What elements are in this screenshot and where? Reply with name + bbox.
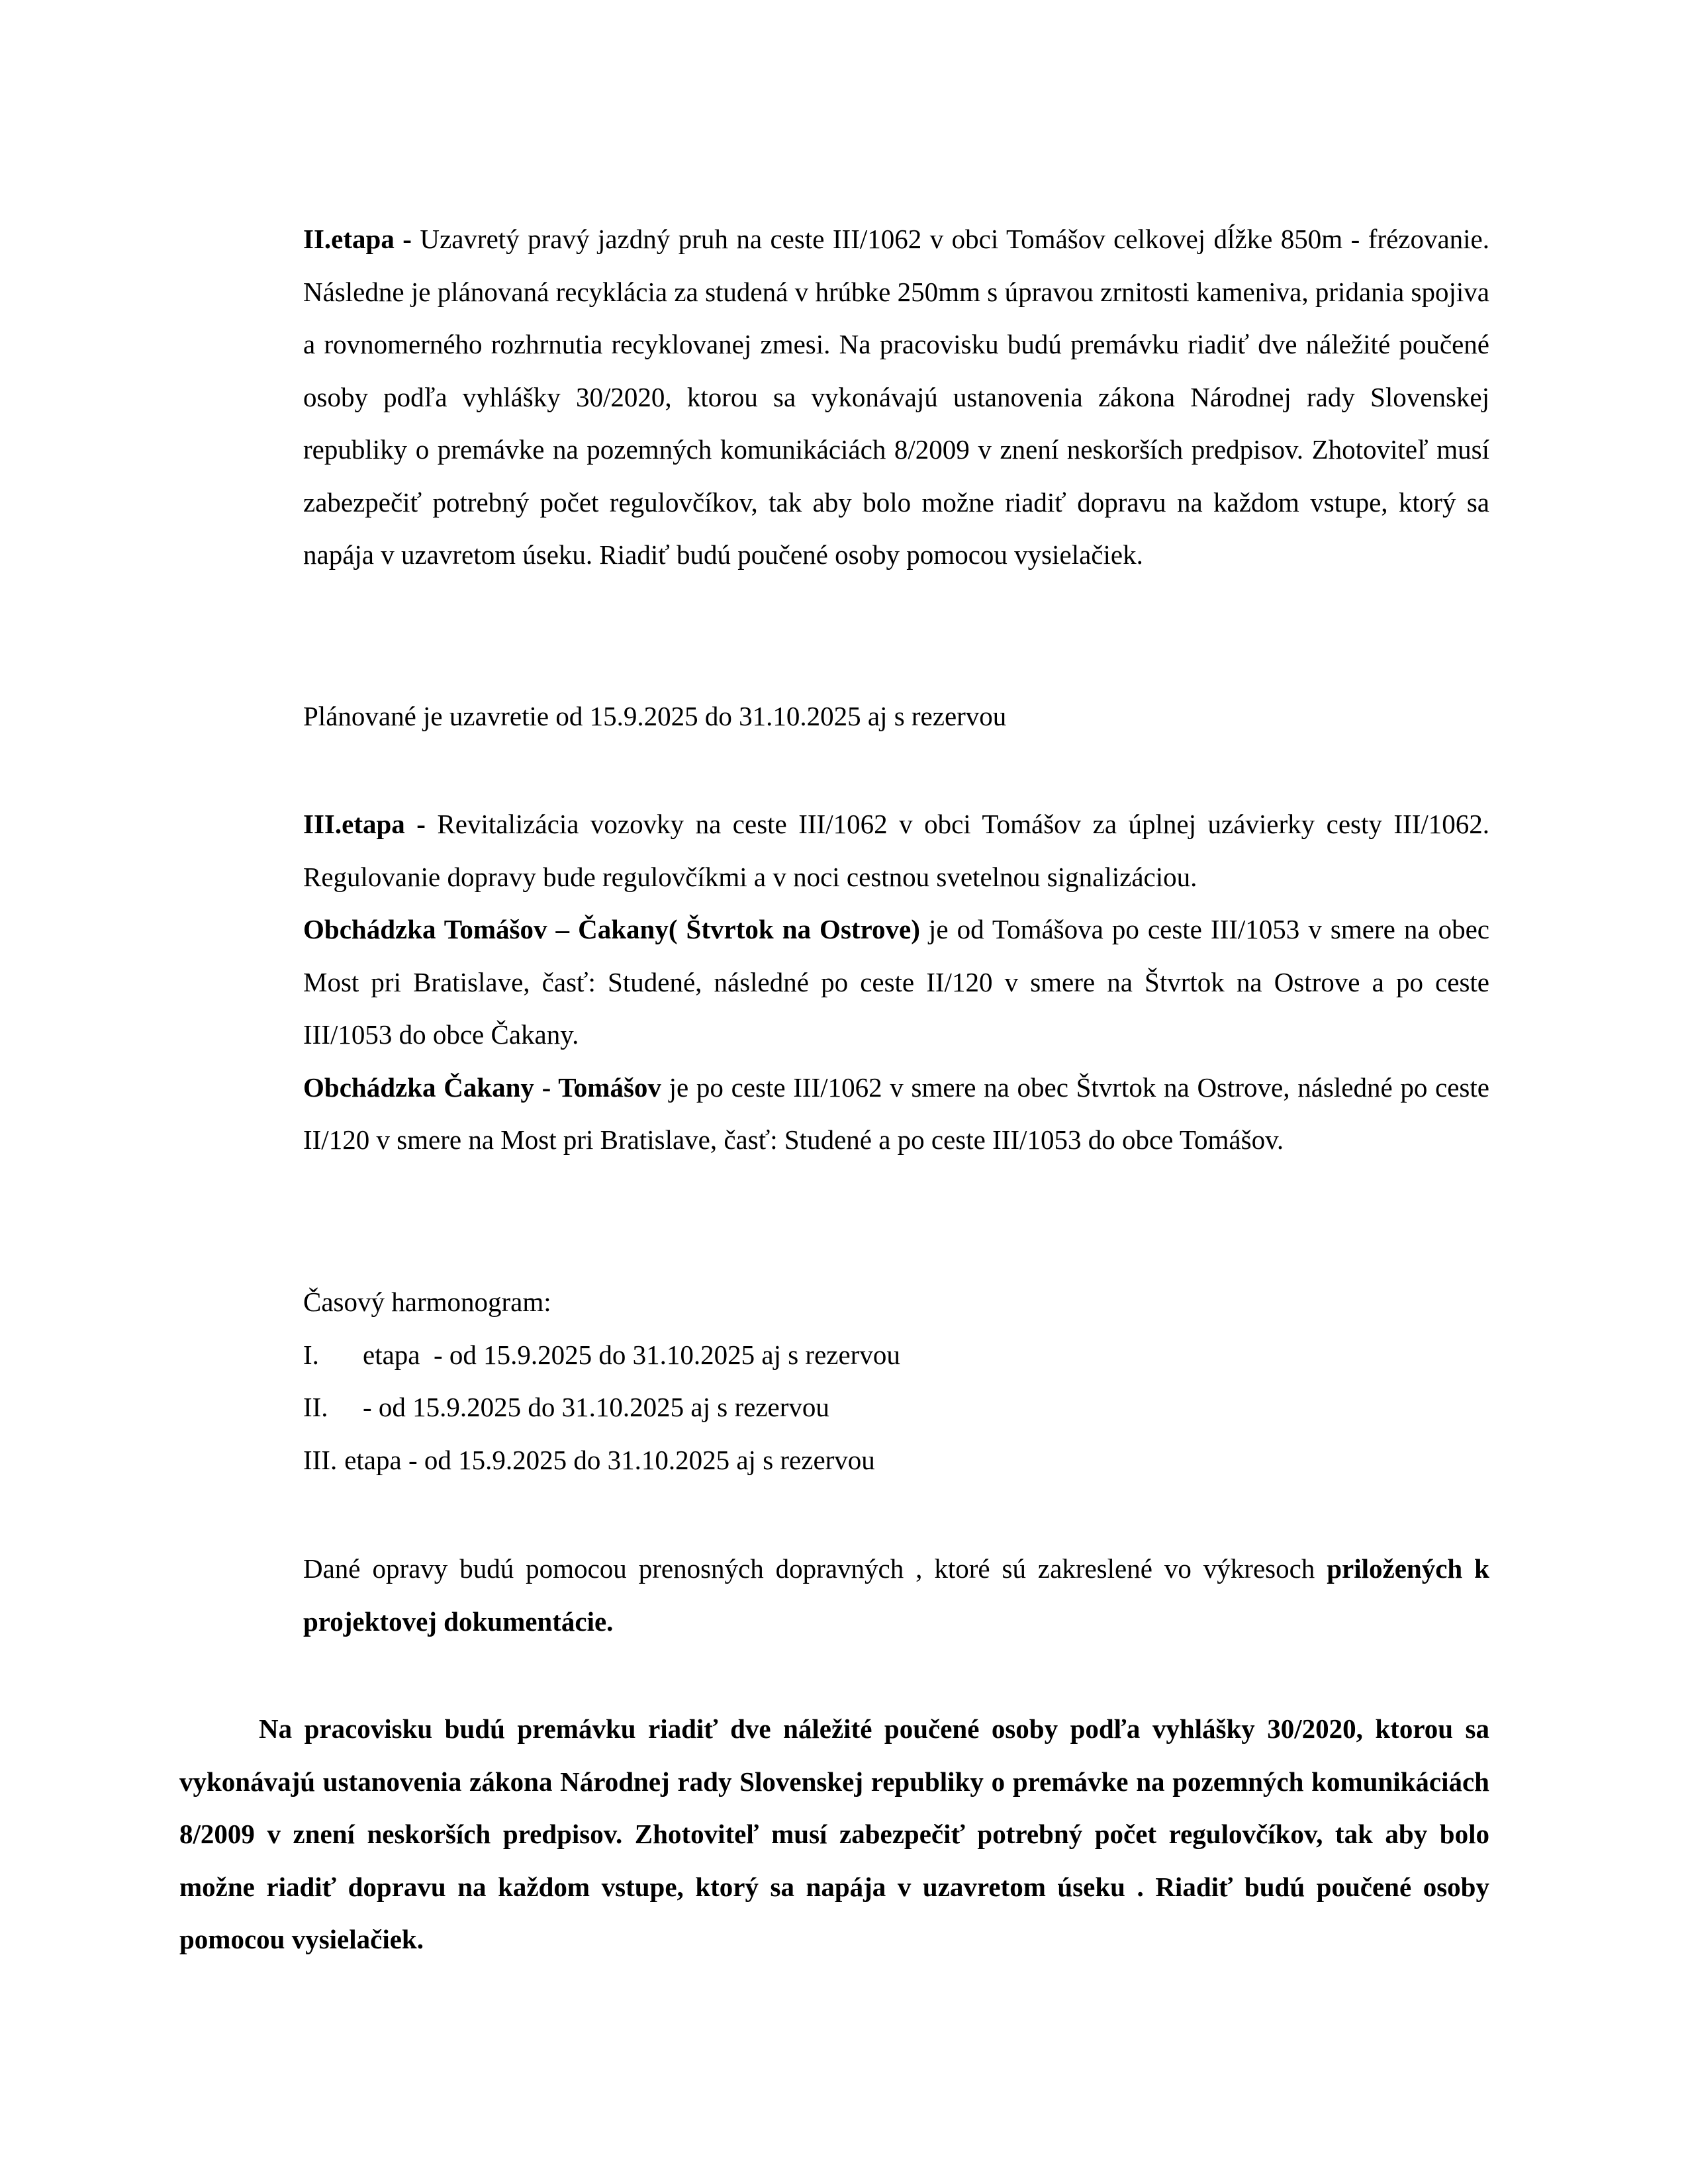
schedule-item-number: III.: [303, 1444, 338, 1475]
repairs-body: Dané opravy budú pomocou prenosných dopravných , ktoré sú zakreslené vo výkresoch: [303, 1553, 1327, 1584]
etapa2-paragraph: [303, 213, 1489, 582]
closing-paragraph: [179, 1703, 1489, 1966]
schedule-item-number: II.: [303, 1392, 328, 1422]
closing-text: Na pracovisku budú premávku riadiť dve náležité poučené osoby podľa vyhlášky 30/2020, ktorou sa vykonávajú ustanovenia zákona Národnej rady Slovenskej republiky o premávke na pozemných komunikáciách 8/2009 v znení neskorších predpisov. Zhotoviteľ musí zabezpečiť potrebný počet regulovčíkov, tak aby bolo možne riadiť dopravu na každom vstupe, ktorý sa napája v uzavretom úseku . Riadiť budú poučené osoby pomocou vysielačiek.: [179, 1713, 1489, 1954]
etapa3-heading: III.etapa -: [303, 809, 426, 839]
schedule-item-text: etapa - od 15.9.2025 do 31.10.2025 aj s rezervou: [363, 1339, 900, 1370]
repairs-paragraph: [303, 1543, 1489, 1648]
repairs-bold-tail: priložených k projektovej dokumentácie.: [303, 1553, 1489, 1637]
schedule-section: [303, 1276, 1489, 1486]
schedule-title: Časový harmonogram:: [303, 1287, 551, 1317]
planned-closure-text: Plánované je uzavretie od 15.9.2025 do 31.10.2025 aj s rezervou: [303, 701, 1007, 731]
detour2-body: je po ceste III/1062 v smere na obec Štvrtok na Ostrove, následné po ceste II/120 v smere na Most pri Bratislave, časť: Studené a po ceste III/1053 do obce Tomášov.: [303, 1071, 1489, 1155]
detour1-body: je od Tomášova po ceste III/1053 v smere na obec Most pri Bratislave, časť: Studené, následné po ceste II/120 v smere na Štvrtok na Ostrove a po ceste III/1053 do obce Čakany.: [303, 914, 1489, 1050]
schedule-item-text: - od 15.9.2025 do 31.10.2025 aj s rezervou: [363, 1392, 829, 1422]
schedule-item: [303, 1329, 1489, 1382]
schedule-item-text: etapa - od 15.9.2025 do 31.10.2025 aj s rezervou: [344, 1444, 875, 1475]
detour1-heading: Obchádzka Tomášov – Čakany( Štvrtok na Ostrove): [303, 914, 920, 944]
detour1: [303, 903, 1489, 1062]
schedule-item: [303, 1434, 1489, 1487]
schedule-item: [303, 1381, 1489, 1434]
etapa3-body: Revitalizácia vozovky na ceste III/1062 v obci Tomášov za úplnej uzávierky cesty III/1062. Regulovanie dopravy bude regulovčíkmi a v noci cestnou svetelnou signalizáciou.: [303, 809, 1489, 892]
detour2: [303, 1062, 1489, 1167]
etapa3-paragraph: [303, 798, 1489, 1167]
etapa2-body: Uzavretý pravý jazdný pruh na ceste III/1062 v obci Tomášov celkovej dĺžke 850m - frézovanie. Následne je plánovaná recyklácia za studená v hrúbke 250mm s úpravou zrnitosti kameniva, pridania spojiva a rovnomerného rozhrnutia recyklovanej zmesi. Na pracovisku budú premávku riadiť dve náležité poučené osoby podľa vyhlášky 30/2020, ktorou sa vykonávajú ustanovenia zákona Národnej rady Slovenskej republiky o premávke na pozemných komunikáciách 8/2009 v znení neskorších predpisov. Zhotoviteľ musí zabezpečiť potrebný počet regulovčíkov, tak aby bolo možne riadiť dopravu na každom vstupe, ktorý sa napája v uzavretom úseku. Riadiť budú poučené osoby pomocou vysielačiek.: [303, 224, 1489, 570]
etapa2-planned-closure: [303, 690, 1489, 743]
etapa2-heading: II.etapa -: [303, 224, 412, 254]
schedule-item-number: I.: [303, 1339, 319, 1370]
detour2-heading: Obchádzka Čakany - Tomášov: [303, 1071, 661, 1103]
